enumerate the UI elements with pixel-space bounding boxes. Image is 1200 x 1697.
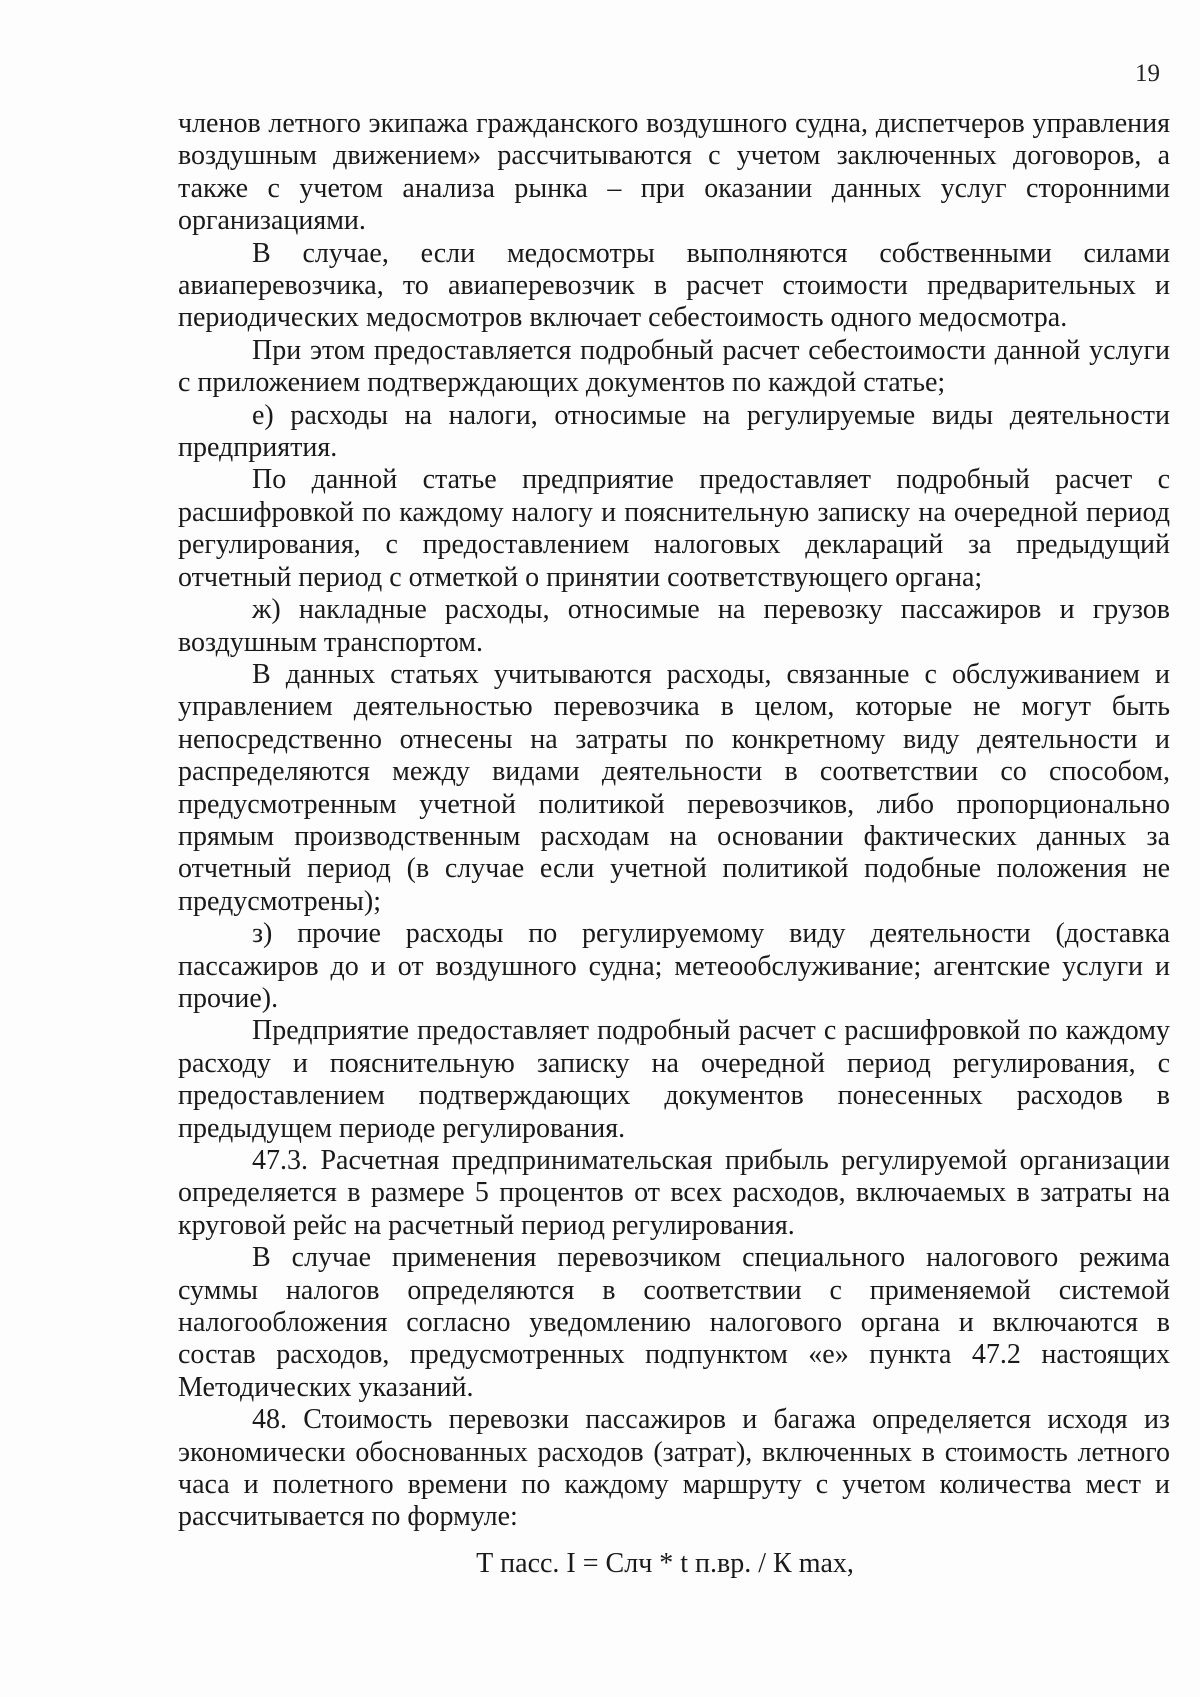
- paragraph: з) прочие расходы по регулируемому виду деятельности (доставка пассажиров до и от воздушного судна; метеообслуживание; агентские услуги и прочие).: [178, 918, 1170, 1014]
- paragraph: Предприятие предоставляет подробный расчет с расшифровкой по каждому расходу и пояснительную записку на очередной период регулирования, с предоставлением подтверждающих документов понесенных расходов в предыдущем периоде регулирования.: [178, 1015, 1170, 1144]
- paragraph: 48. Стоимость перевозки пассажиров и багажа определяется исходя из экономически обоснованных расходов (затрат), включенных в стоимость летного часа и полетного времени по каждому маршруту с учетом количества мест и рассчитывается по формуле:: [178, 1404, 1170, 1533]
- paragraph: В случае, если медосмотры выполняются собственными силами авиаперевозчика, то авиаперевозчик в расчет стоимости предварительных и периодических медосмотров включает себестоимость одного медосмотра.: [178, 237, 1170, 334]
- paragraph: членов летного экипажа гражданского воздушного судна, диспетчеров управления воздушным движением» рассчитываются с учетом заключенных договоров, а также с учетом анализа рынка – при оказании данных услуг сторонними организациями.: [178, 108, 1170, 237]
- paragraph: По данной статье предприятие предоставляет подробный расчет с расшифровкой по каждому налогу и пояснительную записку на очередной период регулирования, с предоставлением налоговых деклараций за предыдущий отчетный период с отметкой о принятии соответствующего органа;: [178, 464, 1170, 593]
- paragraph: ж) накладные расходы, относимые на перевозку пассажиров и грузов воздушным транспортом.: [178, 594, 1170, 658]
- paragraph: е) расходы на налоги, относимые на регулируемые виды деятельности предприятия.: [178, 399, 1170, 464]
- paragraph: В данных статьях учитываются расходы, связанные с обслуживанием и управлением деятельностью перевозчика в целом, которые не могут быть непосредственно отнесены на затраты по конкретному виду деятельности и распределяются между видами деятельности в соответствии со способом, предусмотренным учетной политикой перевозчиков, либо пропорционально прямым производственным расходам на основании фактических данных за отчетный период (в случае если учетной политикой подобные положения не предусмотрены);: [178, 658, 1170, 917]
- document-body: [178, 108, 1170, 1534]
- paragraph: В случае применения перевозчиком специального налогового режима суммы налогов определяются в соответствии с применяемой системой налогообложения согласно уведомлению налогового органа и включаются в состав расходов, предусмотренных подпунктом «е» пункта 47.2 настоящих Методических указаний.: [178, 1242, 1170, 1403]
- paragraph: 47.3. Расчетная предпринимательская прибыль регулируемой организации определяется в размере 5 процентов от всех расходов, включаемых в затраты на круговой рейс на расчетный период регулирования.: [178, 1145, 1170, 1241]
- paragraph: При этом предоставляется подробный расчет себестоимости данной услуги с приложением подтверждающих документов по каждой статье;: [178, 334, 1170, 399]
- page-number: 19: [1135, 60, 1160, 87]
- formula: Т пасс. I = Слч * t п.вр. / К max,: [476, 1548, 854, 1579]
